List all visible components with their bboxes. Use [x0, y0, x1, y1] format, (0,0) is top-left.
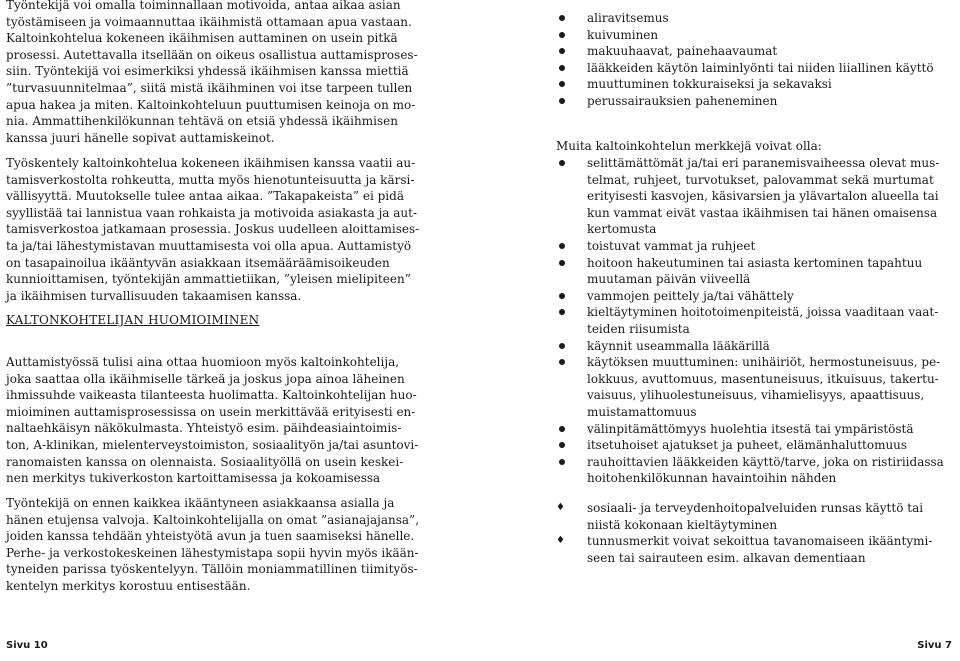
list-item — [556, 454, 960, 487]
list-item — [556, 533, 960, 566]
text-line: hänen etujensa valvoja. Kaltoinkohtelijalla on omat ”asianajajansa”, — [6, 512, 420, 527]
list-item — [556, 255, 960, 288]
perpetrator-paragraph — [6, 354, 418, 487]
list-item-line: vaisuus, ylihuolestuneisuus, vihamielisyys, apaattisuus, — [587, 388, 925, 403]
text-line: Perhe- ja verkostokeskeinen lähestymistapa sopii hyvin myös ikään- — [6, 545, 419, 560]
text-line: tamisverkostoa jatkamaan prosessia. Joskus uudelleen aloittamises- — [6, 222, 420, 237]
text-line: syyllistää tai lannistua vaan rohkaista ja motivoida asiakasta ja aut- — [6, 205, 418, 220]
signs-list — [556, 10, 960, 110]
text-line: kunnioittamisen, työntekijän ammattietiikan, ”yleisen mielipiteen” — [6, 272, 411, 287]
network-paragraph — [6, 155, 419, 304]
text-line: naltaehkäisyn näkökulmasta. Yhteistyö esim. päihdeasiaintoimis- — [6, 421, 402, 436]
list-item — [556, 421, 960, 438]
page-number-left: Sivu 10 — [6, 640, 48, 651]
list-item — [556, 304, 960, 337]
list-item — [556, 27, 960, 44]
diamond-bullet-icon: ♦ — [556, 502, 565, 513]
text-line: nia. Ammattihenkilökunnan tehtävä on etsiä yhdessä ikäihmisen — [6, 114, 398, 129]
text-line: ta ja/tai lähestymistavan muuttamisesta voi olla apua. Auttamistyö — [6, 238, 412, 253]
page-number-right: Sivu 7 — [917, 640, 952, 651]
text-line: prosessi. Autettavalla itsellään on oikeus osallistua auttamisproses- — [6, 47, 418, 62]
text-line: siin. Työntekijä voi esimerkiksi yhdessä ikäihmisen kanssa miettiä — [6, 64, 409, 79]
list-item-line: käynnit useammalla lääkärillä — [587, 338, 770, 353]
text-line: Työskentely kaltoinkohtelua kokeneen ikäihmisen kanssa vaatii au- — [6, 156, 416, 170]
advocate-paragraph — [6, 495, 419, 595]
list-item-line: välinpitämättömyys huolehtia itsestä tai ympäristöstä — [587, 421, 914, 436]
list-item-line: rauhoittavien lääkkeiden käyttö/tarve, joka on ristiriidassa — [587, 454, 944, 469]
list-item — [556, 43, 960, 60]
list-item-line: itsetuhoiset ajatukset ja puheet, elämänhaluttomuus — [587, 438, 908, 453]
list-item-line: aliravitsemus — [587, 11, 669, 25]
list-item-line: kieltäytyminen hoitotoimenpiteistä, joissa vaaditaan vaat- — [587, 305, 939, 320]
list-item-line: hoitohenkilökunnan havaintoihin nähden — [587, 471, 837, 486]
list-item — [556, 60, 960, 77]
list-item — [556, 354, 960, 420]
list-item-line: perussairauksien paheneminen — [587, 93, 778, 108]
list-item-line: niistä kokonaan kieltäytyminen — [587, 517, 778, 532]
list-item-line: telmat, ruhjeet, turvotukset, palovammat sekä murtumat — [587, 172, 934, 187]
text-line: kanssa juuri hänelle sopivat auttamiskeinot. — [6, 130, 275, 145]
list-item-line: muistamattomuus — [587, 404, 697, 419]
list-item — [556, 93, 960, 110]
list-item-line: vammojen peittely ja/tai vähättely — [587, 288, 794, 303]
list-item — [556, 338, 960, 355]
list-item-line: teiden riisumista — [587, 321, 690, 336]
text-line: ihmissuhde vaikeasta tilanteesta huolimatta. Kaltoinkohtelijan huo- — [6, 388, 417, 403]
other-signs-intro: Muita kaltoinkohtelun merkkejä voivat olla: — [556, 139, 822, 153]
text-line: Auttamistyössä tulisi aina ottaa huomioon myös kaltoinkohtelija, — [6, 355, 400, 369]
text-line: mioiminen auttamisprosessissa on usein merkittävää erityisesti en- — [6, 404, 416, 419]
text-line: vällisyyttä. Muutokselle tulee antaa aikaa. ”Takapakeista” ei pidä — [6, 189, 404, 204]
text-line: tamisverkostolta rohkeutta, mutta myös hienotunteisuutta ja kärsi- — [6, 172, 415, 187]
list-item-line: kertomusta — [587, 222, 657, 237]
list-item-line: sosiaali- ja terveydenhoitopalveluiden runsas käyttö tai — [587, 501, 924, 515]
text-line: joiden kanssa tehdään yhteistyötä avun ja tuen saamiseksi hänelle. — [6, 529, 415, 544]
list-item-line: muuttuminen tokkuraiseksi ja sekavaksi — [587, 77, 832, 92]
list-item-line: lokkuus, avuttomuus, masentuneisuus, itkuisuus, takertu- — [587, 371, 939, 386]
text-line: kentelyn merkitys korostuu entisestään. — [6, 578, 251, 593]
list-item-line: makuuhaavat, painehaavaumat — [587, 44, 778, 59]
list-item-line: käytöksen muuttuminen: unihäiriöt, hermostuneisuus, pe- — [587, 355, 941, 370]
text-line: Työntekijä on ennen kaikkea ikääntyneen asiakkaansa asialla ja — [6, 496, 395, 510]
text-line: työstämiseen ja voimaannuttaa ikäihmistä ottamaan apua vastaan. — [6, 14, 412, 29]
text-line: ton, A-klinikan, mielenterveystoimiston, sosiaalityön ja/tai asuntovi- — [6, 437, 419, 452]
text-line: apua hakea ja miten. Kaltoinkohteluun puuttumisen keinoja on mo- — [6, 97, 416, 112]
list-item — [556, 155, 960, 238]
text-line: Kaltoinkohtelua kokeneen ikäihmisen auttaminen on usein pitkä — [6, 31, 398, 46]
list-item — [556, 288, 960, 305]
list-item — [556, 437, 960, 454]
list-item-line: erityisesti kasvojen, käsivarsien ja ylävartalon alueella tai — [587, 189, 939, 204]
text-line: ja ikäihmisen turvallisuuden takaamisen kanssa. — [6, 288, 302, 303]
text-line: ranomaisten kanssa on olennaista. Sosiaalityöllä on usein keskei- — [6, 454, 404, 469]
list-item-line: seen tai sairauteen esim. alkavan dementiaan — [587, 550, 866, 565]
text-line: tyneiden parissa työskentelyyn. Tällöin moniammatillinen tiimityös- — [6, 562, 418, 577]
text-line: Työntekijä voi omalla toiminnallaan motivoida, antaa aikaa asian — [6, 0, 401, 12]
list-item-line: kuivuminen — [587, 27, 659, 42]
diamond-bullet-icon: ♦ — [556, 535, 565, 547]
list-item-line: muutaman päivän viiveellä — [587, 272, 751, 287]
list-item-line: tunnusmerkit voivat sekoittua tavanomaiseen ikääntymi- — [587, 534, 933, 549]
list-item — [556, 10, 960, 27]
list-item — [556, 500, 960, 533]
list-item-line: selittämättömät ja/tai eri paranemisvaiheessa olevat mus- — [587, 156, 940, 170]
text-line: joka saattaa olla ikäihmiselle tärkeä ja joskus jopa ainoa läheinen — [6, 371, 405, 386]
list-item — [556, 238, 960, 255]
list-item-line: lääkkeiden käytön laiminlyönti tai niiden liiallinen käyttö — [587, 60, 934, 75]
text-line: on tasapainoilua ikääntyvän asiakkaan itsemääräämisoikeuden — [6, 255, 390, 270]
list-item-line: hoitoon hakeutuminen tai asiasta kertominen tapahtuu — [587, 255, 923, 270]
intro-paragraph — [6, 0, 418, 146]
list-item-line: kun vammat eivät vastaa ikäihmisen tai hänen omaisensa — [587, 205, 938, 220]
other-signs-list — [556, 155, 960, 487]
text-line: ”turvasuunnitelmaa”, siitä mistä ikäihminen voi itse tarpeen tullen — [6, 80, 413, 95]
text-line: nen merkitys tukiverkoston kartoittamisessa ja kokoamisessa — [6, 471, 381, 486]
list-item — [556, 76, 960, 93]
service-signs-list — [556, 500, 960, 566]
list-item-line: toistuvat vammat ja ruhjeet — [587, 238, 756, 253]
section-heading: KALTONKOHTELIJAN HUOMIOIMINEN — [6, 313, 260, 327]
